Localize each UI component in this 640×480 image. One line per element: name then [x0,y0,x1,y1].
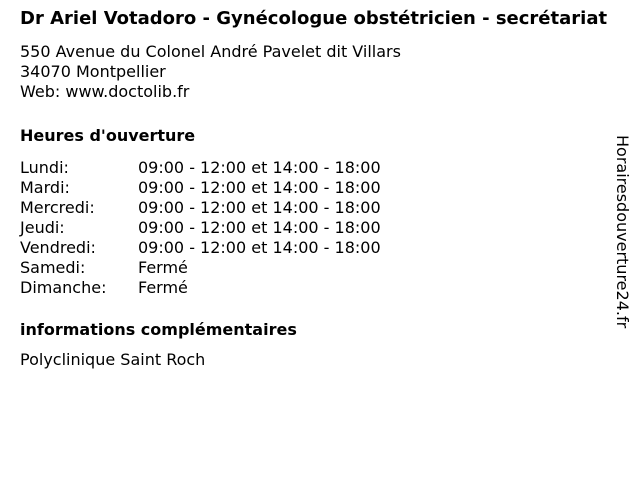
time-value: 09:00 - 12:00 et 14:00 - 18:00 [138,238,381,257]
page-title: Dr Ariel Votadoro - Gynécologue obstétricien - secrétariat [20,8,608,29]
hours-row-tuesday [20,178,620,198]
day-label: Mardi: [20,178,70,197]
time-value: 09:00 - 12:00 et 14:00 - 18:00 [138,178,381,197]
hours-table [20,158,620,298]
site-watermark: Horairesdouverture24.fr [613,135,632,329]
address-block [20,42,620,102]
info-heading: informations complémentaires [20,320,297,339]
city-address: 34070 Montpellier [20,62,166,81]
day-label: Samedi: [20,258,86,277]
day-label: Mercredi: [20,198,95,217]
website-text: Web: www.doctolib.fr [20,82,190,101]
time-value: Fermé [138,258,188,277]
hours-row-monday [20,158,620,178]
street-address: 550 Avenue du Colonel André Pavelet dit Villars [20,42,401,61]
business-card [20,9,620,370]
hours-heading: Heures d'ouverture [20,126,196,145]
day-label: Dimanche: [20,278,107,297]
time-value: 09:00 - 12:00 et 14:00 - 18:00 [138,158,381,177]
hours-row-wednesday [20,198,620,218]
hours-row-sunday [20,278,620,298]
day-label: Jeudi: [20,218,65,237]
time-value: Fermé [138,278,188,297]
time-value: 09:00 - 12:00 et 14:00 - 18:00 [138,198,381,217]
hours-row-friday [20,238,620,258]
hours-row-saturday [20,258,620,278]
hours-row-thursday [20,218,620,238]
day-label: Lundi: [20,158,69,177]
info-text: Polyclinique Saint Roch [20,350,206,369]
day-label: Vendredi: [20,238,96,257]
time-value: 09:00 - 12:00 et 14:00 - 18:00 [138,218,381,237]
